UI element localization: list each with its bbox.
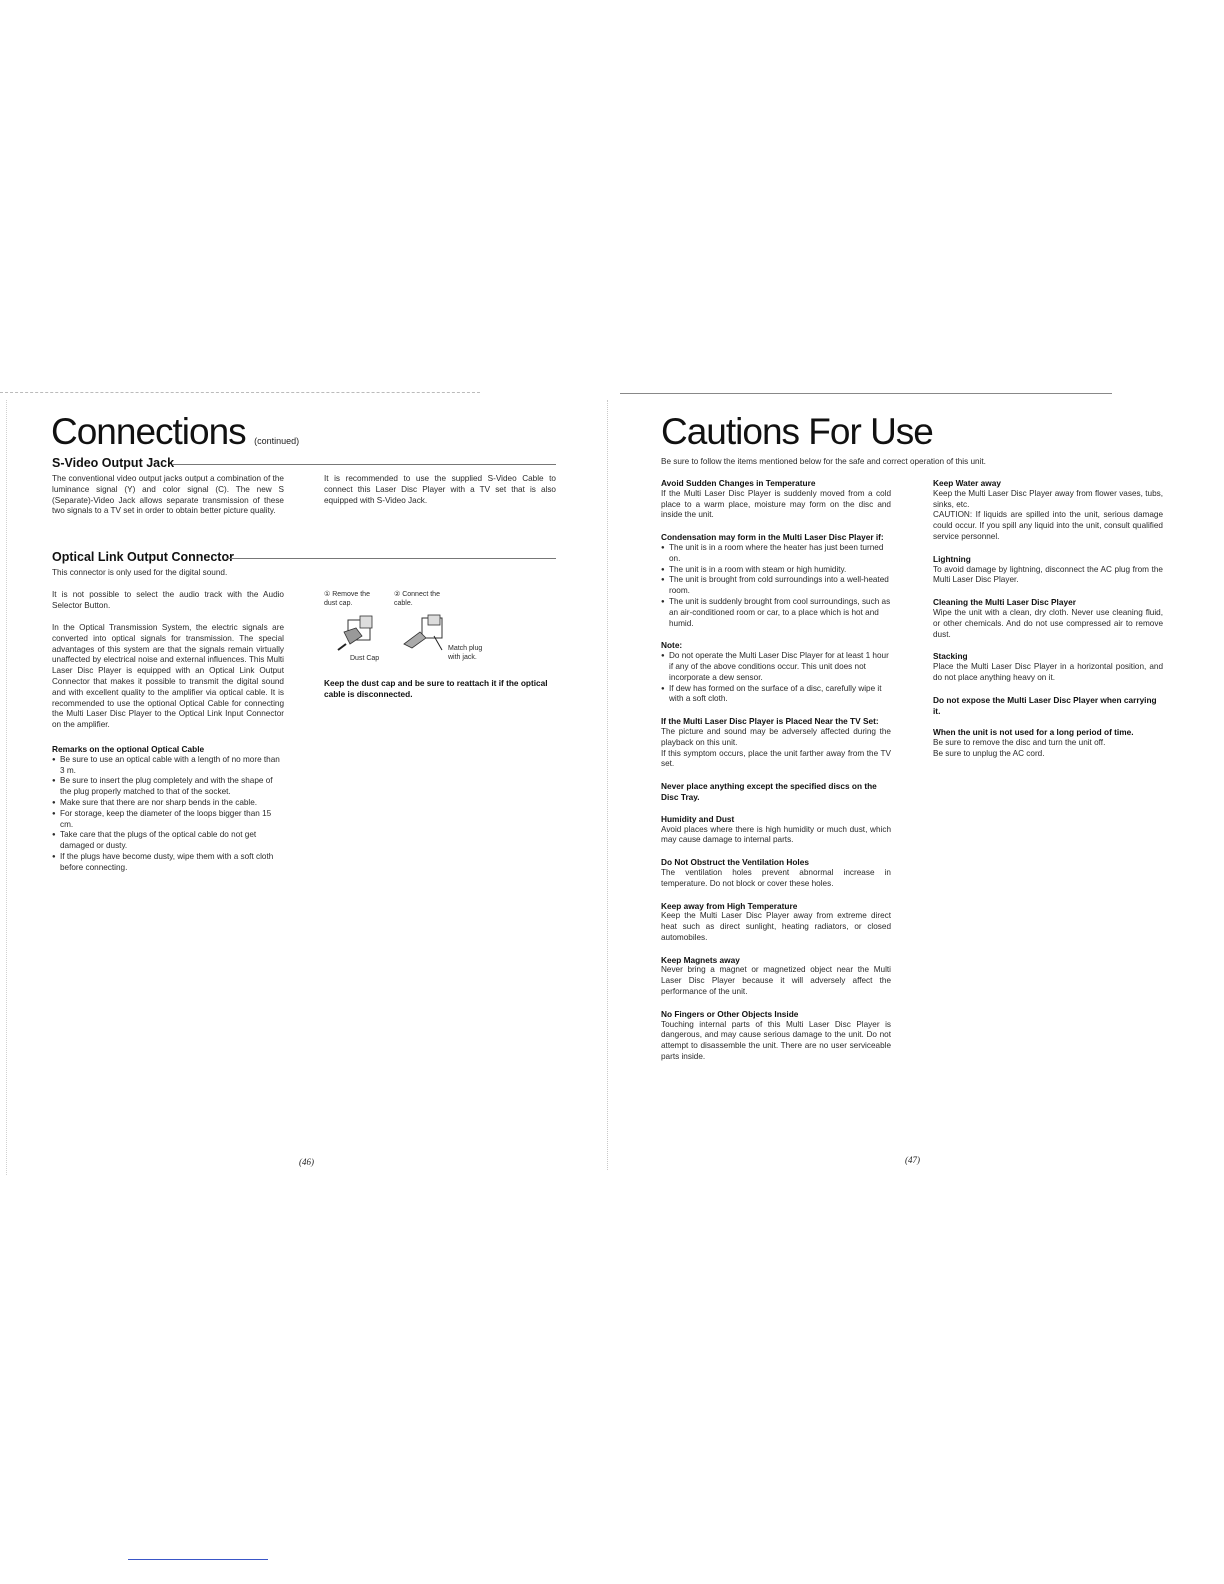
page-number-46: (46)	[299, 1157, 314, 1167]
top-rule-right	[620, 393, 1112, 394]
label-match-plug: Match plug with jack.	[448, 645, 483, 661]
optical-cable-figure	[322, 590, 482, 670]
optical-p2: In the Optical Transmission System, the electric signals are converted into optical signals for transmission. The special advantages of this system are that the signals remain virtually unaffected by electrical noise and external influences. This Multi Laser Disc Player is equipped with an Optical Link Output Connector that makes it possible to transmit the digital sound and with excellent quality to the amplifier via optical cable. It is recommended to use the optional Optical Cable for connecting the Multi Laser Disc Player to the Optical Link Input Connector on the amplifier.	[52, 623, 284, 730]
section-water: Keep Water away Keep the Multi Laser Disc Player away from flower vases, tubs, sinks, etc. CAUTION: If liquids are spilled into the unit, serious damage could occur. If you spill any liquid into the unit, consult qualified service personnel.	[933, 478, 1163, 541]
optical-heading-rule	[227, 558, 556, 559]
bottom-link-line	[128, 1559, 268, 1560]
section-carrying: Do not expose the Multi Laser Disc Player when carrying it.	[933, 694, 1157, 716]
section-high-temperature: Keep away from High Temperature Keep the Multi Laser Disc Player away from extreme direct heat such as direct sunlight, heating radiators, or closed automobiles.	[661, 900, 891, 942]
remark-item: ● Be sure to insert the plug completely and with the shape of the plug properly matched to that of the socket.	[52, 776, 284, 798]
remark-item: ● Be sure to use an optical cable with a length of no more than 3 m.	[52, 755, 284, 777]
svideo-heading: S-Video Output Jack	[52, 456, 175, 470]
section-magnets: Keep Magnets away Never bring a magnet or magnetized object near the Multi Laser Disc Player because it will adversely affect the performance of the unit.	[661, 954, 891, 997]
label-dust-cap: Dust Cap	[350, 655, 380, 662]
cautions-col1	[661, 478, 891, 1063]
left-margin-line	[6, 400, 7, 1175]
left-title: Connections (continued)	[51, 411, 300, 452]
remark-item: ● Make sure that there are nor sharp bends in the cable.	[52, 798, 284, 809]
remarks-heading: Remarks on the optional Optical Cable	[52, 744, 205, 754]
remark-item: ● If the plugs have become dusty, wipe them with a soft cloth before connecting.	[52, 852, 284, 874]
remark-item: ● For storage, keep the diameter of the loops bigger than 15 cm.	[52, 809, 284, 831]
section-no-fingers: No Fingers or Other Objects Inside Touching internal parts of this Multi Laser Disc Player is dangerous, and may cause serious damage to the unit. Do not attempt to disassemble the unit. There are no user serviceable parts inside.	[661, 1008, 891, 1062]
section-near-tv: If the Multi Laser Disc Player is Placed Near the TV Set: The picture and sound may be adversely affected during the playback on this unit. If this symptom occurs, place the unit farther away from the TV set.	[661, 716, 891, 769]
connector-illustration	[400, 614, 450, 654]
dust-cap-warning: Keep the dust cap and be sure to reattach it if the optical cable is disconnected.	[324, 678, 548, 699]
section-temperature: Avoid Sudden Changes in Temperature If the Multi Laser Disc Player is suddenly moved from a cold place to a warm place, moisture may form on the disc and inside the unit.	[661, 478, 891, 520]
section-lightning: Lightning To avoid damage by lightning, disconnect the AC plug from the Multi Laser Disc Player.	[933, 553, 1163, 585]
remark-item: ● Take care that the plugs of the optical cable do not get damaged or dusty.	[52, 830, 284, 852]
section-condensation: Condensation may form in the Multi Laser Disc Player if: ● The unit is in a room where the heater has just been turned on. ● The unit is in a room with steam or high humidity. ● The unit is brought from cold surroundings into a well-heated room. ● The unit is suddenly brought from cool surroundings, such as an air-conditioned room or car, to a place which is hot and humid.	[661, 532, 891, 629]
svideo-col2: It is recommended to use the supplied S-Video Cable to connect this Laser Disc Player with a TV set that is also equipped with S-Video Jack.	[324, 474, 556, 505]
section-humidity: Humidity and Dust Avoid places where there is high humidity or much dust, which may cause damage to internal parts.	[661, 813, 891, 845]
cautions-intro: Be sure to follow the items mentioned below for the safe and correct operation of this unit.	[661, 457, 986, 466]
section-disc-tray: Never place anything except the specified discs on the Disc Tray.	[661, 781, 877, 802]
remarks-block	[52, 744, 284, 874]
section-long-period: When the unit is not used for a long period of time. Be sure to remove the disc and turn the unit off. Be sure to unplug the AC cord.	[933, 727, 1134, 758]
top-scan-line-left	[0, 392, 480, 393]
section-ventilation: Do Not Obstruct the Ventilation Holes The ventilation holes prevent abnormal increase in temperature. Do not block or cover these holes.	[661, 857, 891, 888]
optical-intro: This connector is only used for the digital sound.	[52, 568, 228, 577]
center-gutter	[607, 400, 608, 1170]
figure-step1: ① Remove the dust cap.	[324, 591, 370, 607]
svideo-col1: The conventional video output jacks output a combination of the luminance signal (Y) and color signal (C). The new S (Separate)-Video Jack allows separate transmission of these two signals to a TV set in order to obtain better picture quality.	[52, 474, 284, 516]
optical-p1: It is not possible to select the audio track with the Audio Selector Button.	[52, 590, 284, 610]
figure-step2: ② Connect the cable.	[394, 591, 440, 607]
section-note: Note: ● Do not operate the Multi Laser Disc Player for at least 1 hour if any of the above conditions occur. This unit does not incorporate a dew sensor. ● If dew has formed on the surface of a disc, carefully wipe it with a soft cloth.	[661, 640, 891, 705]
dust-cap-illustration	[336, 614, 382, 654]
optical-heading: Optical Link Output Connector	[52, 550, 234, 564]
section-stacking: Stacking Place the Multi Laser Disc Player in a horizontal position, and do not place anything heavy on it.	[933, 651, 1163, 682]
title-suffix: (continued)	[254, 436, 300, 446]
svideo-heading-rule	[172, 464, 556, 465]
section-cleaning: Cleaning the Multi Laser Disc Player Wipe the unit with a clean, dry cloth. Never use cleaning fluid, or other chemicals. And do not use compressed air to remove dust.	[933, 597, 1163, 639]
page-number-47: (47)	[905, 1155, 920, 1165]
right-title: Cautions For Use	[661, 411, 933, 452]
cautions-col2	[933, 478, 1163, 760]
